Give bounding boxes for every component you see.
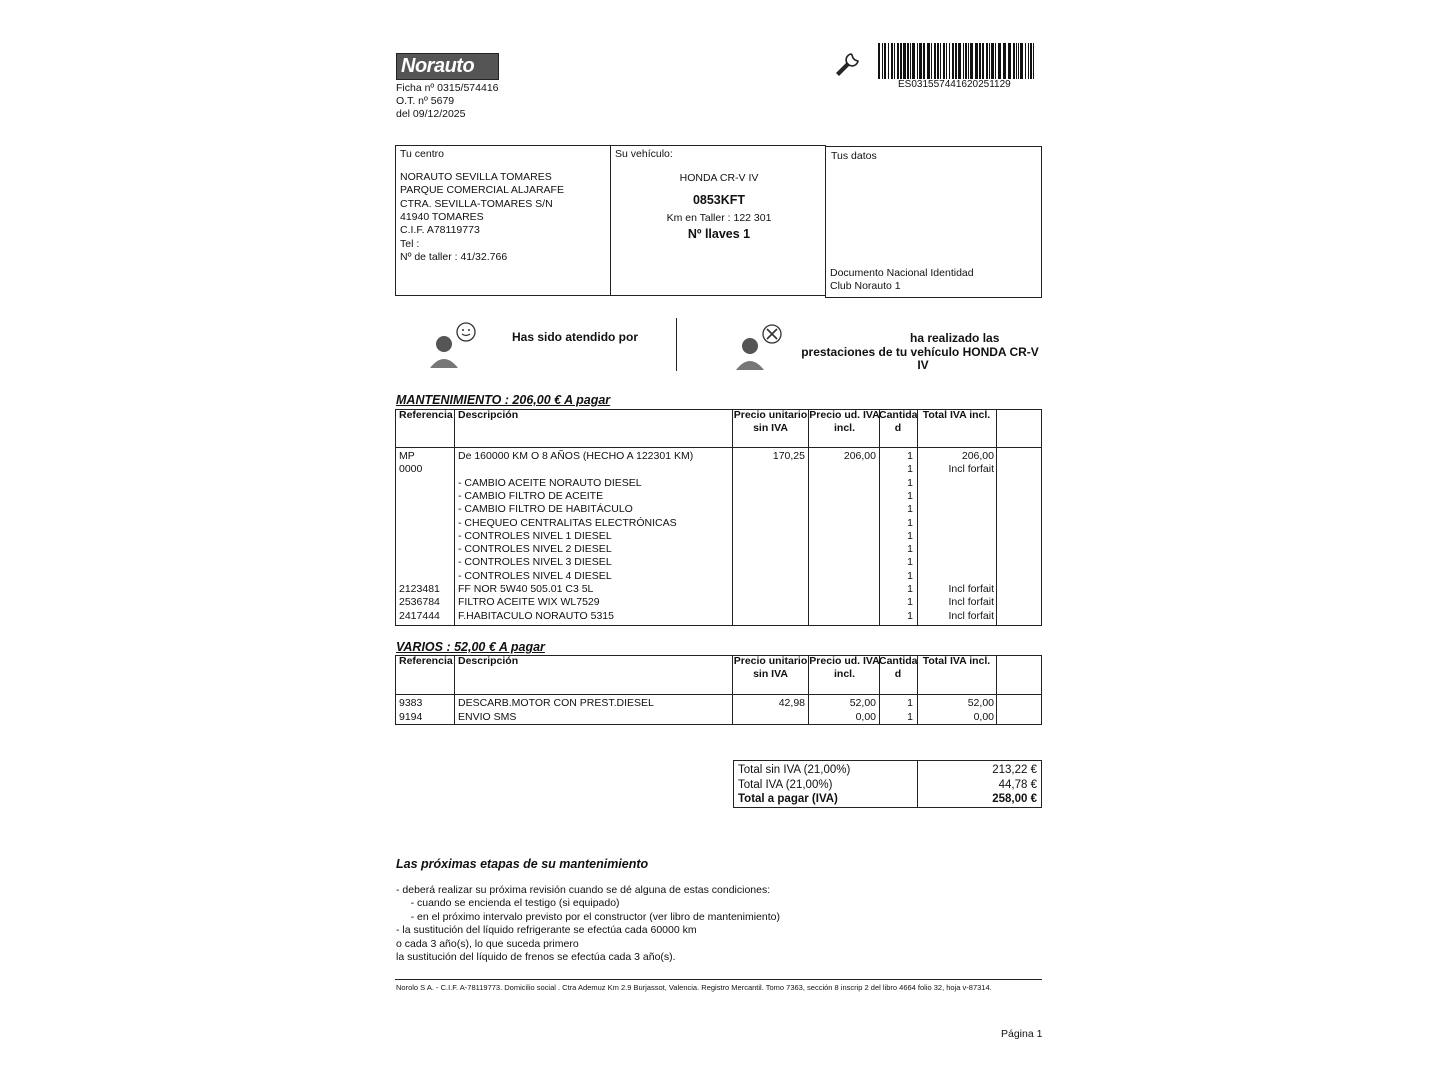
barcode-bar	[1018, 43, 1019, 79]
realizado-text: ha realizado las prestaciones de tu vehículo HONDA CR-V IV	[801, 331, 1039, 372]
cell-pud: 52,00	[849, 697, 876, 709]
barcode-bar	[943, 43, 945, 79]
barcode-bar	[963, 43, 964, 79]
ficha-number: Ficha nº 0315/574416	[396, 82, 499, 94]
cell-ref: 2417444	[399, 609, 440, 622]
header-referencia: Referencia	[399, 409, 453, 421]
next-step-line: - deberá realizar su próxima revisión cuando se dé alguna de estas condiciones:	[396, 884, 771, 896]
datos-label: Tus datos	[831, 150, 877, 162]
barcode-bar	[1008, 43, 1011, 79]
person-smile-icon	[426, 320, 478, 370]
barcode-bar	[1016, 43, 1017, 79]
barcode-bar	[884, 43, 886, 79]
barcode-bar	[998, 43, 1001, 79]
cell-total: 52,00	[967, 697, 994, 709]
next-step-line: - cuando se encienda el testigo (si equipado)	[396, 897, 620, 910]
cell-qty: 1	[907, 556, 913, 569]
barcode-bar	[979, 43, 981, 79]
next-step-line: - en el próximo intervalo previsto por el constructor (ver libro de mantenimiento)	[396, 910, 780, 923]
datos-dni: Documento Nacional Identidad	[830, 267, 974, 279]
wrench-icon	[834, 50, 862, 78]
cell-desc: De 160000 KM O 8 AÑOS (HECHO A 122301 KM)	[458, 450, 694, 462]
barcode-bar	[1003, 43, 1006, 79]
cell-qty: 1	[907, 529, 913, 542]
cell-total: Incl forfait	[948, 463, 994, 476]
cell-total: Incl forfait	[948, 596, 994, 609]
header-precio-unitario: Precio unitario sin IVA	[733, 409, 808, 434]
cell-pud: 206,00	[843, 450, 876, 462]
cell-qty: 1	[907, 596, 913, 609]
barcode-bar	[949, 43, 950, 79]
barcode-bar	[891, 43, 893, 79]
datos-club: Club Norauto 1	[830, 280, 901, 292]
cell-desc: - CAMBIO ACEITE NORAUTO DIESEL	[458, 476, 642, 489]
barcode-bar	[894, 43, 895, 79]
barcode-bar	[986, 43, 988, 79]
person-tools-icon	[732, 322, 784, 372]
cell-ref: 9194	[399, 710, 423, 723]
barcode-bar	[1013, 43, 1015, 79]
barcode	[878, 43, 1036, 79]
total-pagar-value: 258,00 €	[992, 793, 1037, 805]
barcode-bar	[910, 43, 911, 79]
vehiculo-km: Km en Taller : 122 301	[666, 212, 772, 224]
next-step-line: o cada 3 año(s), lo que suceda primero	[396, 937, 579, 950]
totals-values	[918, 763, 1037, 807]
cell-qty: 1	[907, 710, 913, 723]
cell-qty: 1	[907, 609, 913, 622]
cell-desc: - CHEQUEO CENTRALITAS ELECTRÓNICAS	[458, 516, 677, 529]
cell-qty: 1	[907, 476, 913, 489]
barcode-bar	[970, 43, 973, 79]
barcode-bar	[975, 43, 978, 79]
barcode-bar	[1020, 43, 1023, 79]
varios-title: VARIOS : 52,00 € A pagar	[396, 640, 545, 654]
total-sin-iva-label: Total sin IVA (21,00%)	[738, 764, 851, 776]
barcode-bar	[923, 43, 925, 79]
next-step-line: - la sustitución del líquido refrigerante se efectúa cada 60000 km	[396, 924, 697, 937]
varios-header-cantidad: Cantida d	[879, 655, 918, 680]
varios-header-precio-unitario: Precio unitario sin IVA	[733, 655, 808, 680]
barcode-bar	[878, 43, 880, 79]
total-sin-iva-value: 213,22 €	[992, 764, 1037, 776]
next-steps-title: Las próximas etapas de su mantenimiento	[396, 857, 649, 871]
barcode-bar	[989, 43, 990, 79]
barcode-bar	[927, 43, 930, 79]
cell-desc: FF NOR 5W40 505.01 C3 5L	[458, 583, 594, 595]
barcode-bar	[955, 43, 957, 79]
cell-desc: - CAMBIO FILTRO DE ACEITE	[458, 489, 604, 502]
centro-label: Tu centro	[400, 148, 444, 160]
cell-qty: 1	[907, 450, 913, 462]
barcode-bar	[1033, 43, 1034, 79]
header-cantidad: Cantida d	[879, 409, 918, 434]
page-number: Página 1	[1001, 1028, 1043, 1040]
barcode-bar	[995, 43, 996, 79]
header-precio-ud: Precio ud. IVA incl.	[809, 409, 880, 434]
barcode-bar	[968, 43, 969, 79]
legal-footer: Norolo S A. - C.I.F. A-78119773. Domicilio social . Ctra Ademuz Km 2.9 Burjassot, Valencia. Registro Mercantil. Tomo 7363, sección 8 inscrip 2 del libro 4664 folio 32, hoja v-87314.	[396, 983, 992, 992]
barcode-bar	[1025, 43, 1026, 79]
barcode-bar	[940, 43, 941, 79]
cell-pud: 0,00	[855, 710, 876, 723]
barcode-bar	[931, 43, 932, 79]
barcode-bar	[946, 43, 947, 79]
barcode-bar	[919, 43, 922, 79]
vehiculo-label: Su vehículo:	[615, 148, 673, 160]
header-total: Total IVA incl.	[922, 409, 991, 421]
cell-ref: 2123481	[399, 583, 440, 595]
barcode-number: ES031557441620251129	[898, 79, 1011, 90]
barcode-bar	[907, 43, 909, 79]
barcode-bar	[991, 43, 994, 79]
centro-address-1: PARQUE COMERCIAL ALJARAFE	[400, 184, 564, 196]
total-pagar-label: Total a pagar (IVA)	[738, 793, 838, 805]
barcode-bar	[912, 43, 915, 79]
cell-qty: 1	[907, 583, 913, 595]
barcode-bar	[937, 43, 939, 79]
barcode-bar	[900, 43, 902, 79]
barcode-bar	[952, 43, 954, 79]
document-date: del 09/12/2025	[396, 108, 466, 120]
next-steps-list	[396, 884, 780, 964]
barcode-bar	[917, 43, 918, 79]
barcode-bar	[882, 43, 883, 79]
centro-tel: Tel :	[400, 238, 420, 250]
next-step-line: la sustitución del líquido de frenos se efectúa cada 3 año(s).	[396, 951, 676, 964]
header-descripcion: Descripción	[458, 409, 519, 421]
cell-desc: - CAMBIO FILTRO DE HABITÁCULO	[458, 503, 633, 516]
centro-address-2: CTRA. SEVILLA-TOMARES S/N	[400, 198, 553, 210]
varios-header-total: Total IVA incl.	[922, 655, 991, 667]
cell-qty: 1	[907, 503, 913, 516]
cell-desc: - CONTROLES NIVEL 3 DIESEL	[458, 556, 612, 569]
norauto-logo: Norauto	[396, 53, 499, 80]
cell-total: Incl forfait	[948, 583, 994, 595]
cell-qty: 1	[907, 516, 913, 529]
barcode-bar	[888, 43, 889, 79]
cell-total: 206,00	[961, 450, 994, 462]
cell-desc: - CONTROLES NIVEL 1 DIESEL	[458, 529, 612, 542]
vehiculo-llaves: Nº llaves 1	[687, 227, 751, 241]
cell-pu: 42,98	[778, 697, 805, 709]
cell-total: Incl forfait	[948, 609, 994, 622]
barcode-bar	[958, 43, 961, 79]
cell-desc: FILTRO ACEITE WIX WL7529	[458, 596, 600, 609]
barcode-bar	[1028, 43, 1029, 79]
cell-qty: 1	[907, 489, 913, 502]
varios-header-descripcion: Descripción	[458, 655, 519, 667]
barcode-bar	[897, 43, 899, 79]
varios-header-precio-ud: Precio ud. IVA incl.	[809, 655, 880, 680]
totals-labels	[738, 763, 850, 807]
cell-qty: 1	[907, 569, 913, 582]
barcode-bar	[982, 43, 984, 79]
barcode-bar	[1030, 43, 1032, 79]
mantenimiento-title: MANTENIMIENTO : 206,00 € A pagar	[396, 393, 611, 407]
cell-desc: ENVIO SMS	[458, 710, 517, 723]
cell-desc: - CONTROLES NIVEL 2 DIESEL	[458, 543, 612, 556]
centro-cif: C.I.F. A78119773	[400, 224, 480, 236]
cell-pu: 170,25	[772, 450, 805, 462]
vehiculo-plate: 0853KFT	[692, 193, 746, 207]
cell-qty: 1	[907, 463, 913, 476]
cell-desc: DESCARB.MOTOR CON PREST.DIESEL	[458, 697, 654, 709]
centro-address-3: 41940 TOMARES	[400, 211, 484, 223]
barcode-bar	[903, 43, 906, 79]
total-iva-label: Total IVA (21,00%)	[738, 778, 833, 791]
barcode-bar	[965, 43, 967, 79]
cell-desc: F.HABITACULO NORAUTO 5315	[458, 609, 614, 622]
total-iva-value: 44,78 €	[998, 778, 1037, 791]
cell-ref: 9383	[399, 697, 423, 709]
cell-ref: 0000	[399, 463, 423, 476]
varios-header-referencia: Referencia	[399, 655, 453, 667]
centro-taller: Nº de taller : 41/32.766	[400, 251, 508, 263]
vehiculo-model: HONDA CR-V IV	[679, 172, 759, 184]
atendido-text: Has sido atendido por	[512, 330, 639, 344]
barcode-bar	[934, 43, 936, 79]
cell-total: 0,00	[973, 710, 994, 723]
cell-qty: 1	[907, 697, 913, 709]
centro-name: NORAUTO SEVILLA TOMARES	[400, 171, 552, 183]
cell-desc: - CONTROLES NIVEL 4 DIESEL	[458, 569, 612, 582]
cell-ref: 2536784	[399, 596, 440, 609]
cell-qty: 1	[907, 543, 913, 556]
ot-number: O.T. nº 5679	[396, 95, 455, 107]
cell-ref: MP	[399, 450, 415, 462]
